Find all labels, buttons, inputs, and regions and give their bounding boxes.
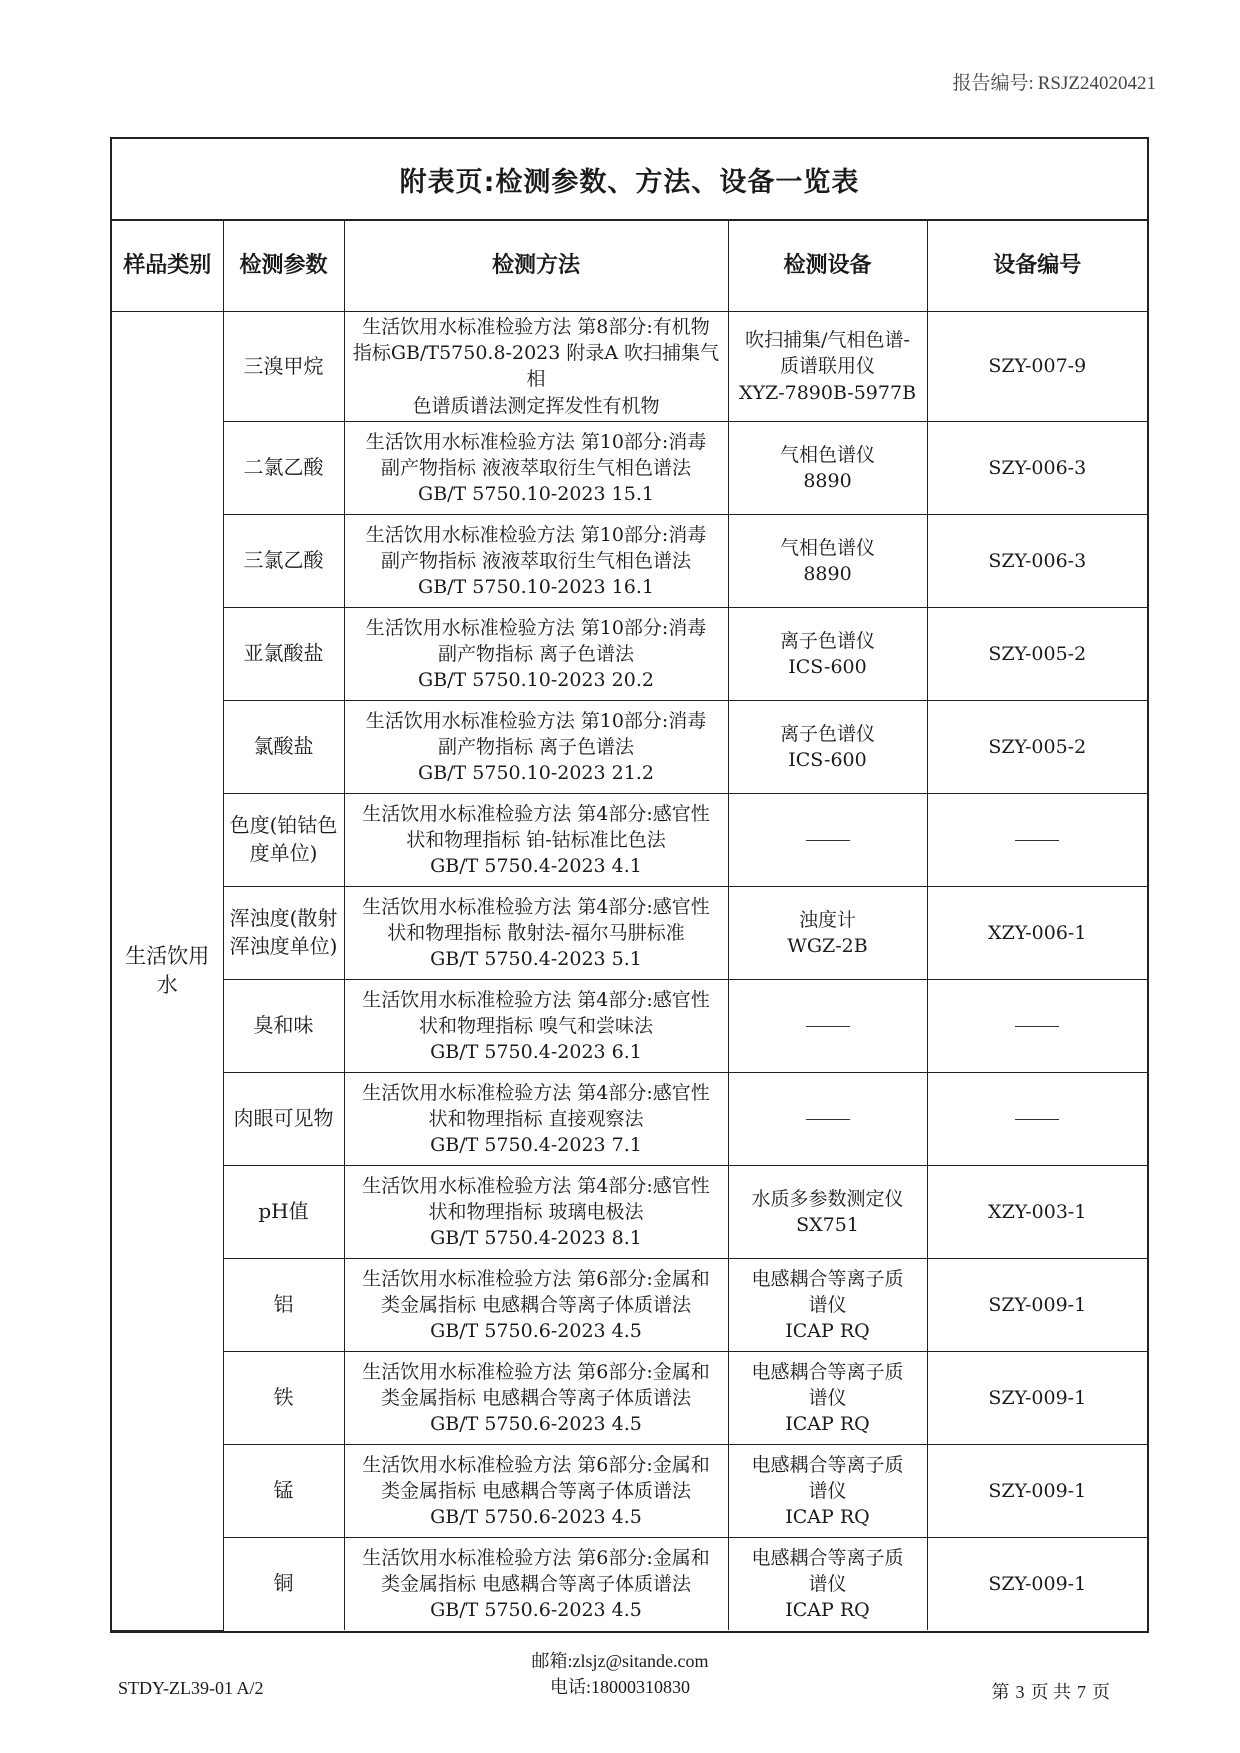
equipment-line: 电感耦合等离子质 [751, 1360, 904, 1383]
table-row [112, 1165, 1147, 1258]
page-prefix: 第 [991, 1682, 1010, 1702]
col-header-device-no: 设备编号 [927, 221, 1147, 312]
method-cell [344, 979, 728, 1072]
equipment-cell [728, 793, 927, 886]
report-number-value: RSJZ24020421 [1037, 73, 1156, 94]
method-line: 生活饮用水标准检验方法 第4部分:感官性 [362, 1174, 710, 1197]
device-no-cell [927, 793, 1147, 886]
method-line: 生活饮用水标准检验方法 第8部分:有机物 [362, 316, 710, 338]
method-line: 生活饮用水标准检验方法 第10部分:消毒 [365, 523, 707, 546]
method-line: 生活饮用水标准检验方法 第6部分:金属和 [362, 1453, 710, 1476]
method-line: GB/T 5750.4-2023 5.1 [430, 947, 642, 970]
page-suffix: 页 [1092, 1682, 1110, 1702]
empty-dash [806, 1119, 850, 1120]
table-row [112, 1351, 1147, 1444]
equipment-line: 电感耦合等离子质 [751, 1546, 904, 1569]
method-line: 生活饮用水标准检验方法 第10部分:消毒 [365, 616, 707, 639]
equipment-line: 质谱联用仪 [779, 355, 875, 378]
equipment-line: ICAP RQ [785, 1319, 870, 1342]
contact-phone: 电话:18000310830 [549, 1677, 690, 1698]
method-line: GB/T 5750.6-2023 4.5 [430, 1599, 642, 1622]
equipment-cell [728, 1444, 927, 1537]
method-cell [344, 1351, 728, 1444]
empty-dash [806, 840, 850, 841]
method-cell [344, 312, 728, 422]
parameter-cell: 氯酸盐 [223, 700, 344, 793]
page-current: 3 [1015, 1682, 1025, 1702]
empty-dash [1015, 1119, 1059, 1120]
method-cell [344, 1444, 728, 1537]
method-cell [344, 793, 728, 886]
parameter-cell: 肉眼可见物 [223, 1072, 344, 1165]
table-row [112, 979, 1147, 1072]
method-line: GB/T 5750.10-2023 15.1 [418, 482, 654, 505]
method-line: 色谱质谱法测定挥发性有机物 [412, 394, 660, 417]
equipment-cell [728, 1537, 927, 1630]
method-line: 类金属指标 电感耦合等离子体质谱法 [380, 1386, 692, 1409]
device-no-cell [927, 1072, 1147, 1165]
table-row [112, 421, 1147, 514]
method-line: GB/T 5750.4-2023 6.1 [430, 1040, 642, 1063]
parameter-cell: 二氯乙酸 [223, 421, 344, 514]
method-line: 生活饮用水标准检验方法 第4部分:感官性 [362, 895, 710, 918]
equipment-line: 谱仪 [808, 1386, 847, 1409]
method-line: 生活饮用水标准检验方法 第4部分:感官性 [362, 988, 710, 1011]
equipment-cell [728, 979, 927, 1072]
device-no-cell [927, 979, 1147, 1072]
equipment-line: 谱仪 [808, 1293, 847, 1316]
equipment-cell [728, 312, 927, 422]
parameter-cell: 亚氯酸盐 [223, 607, 344, 700]
device-no-cell: SZY-005-2 [927, 700, 1147, 793]
method-line: 生活饮用水标准检验方法 第6部分:金属和 [362, 1267, 710, 1290]
table-row [112, 793, 1147, 886]
method-cell [344, 1165, 728, 1258]
equipment-line: 浊度计 [798, 908, 856, 931]
table-row [112, 700, 1147, 793]
table-row [112, 607, 1147, 700]
parameter-cell: pH值 [223, 1165, 344, 1258]
empty-dash [806, 1026, 850, 1027]
table-row [112, 1444, 1147, 1537]
equipment-line: ICS-600 [788, 655, 867, 678]
table-row [112, 312, 1147, 422]
method-cell [344, 1072, 728, 1165]
equipment-line: 水质多参数测定仪 [751, 1187, 904, 1210]
table-row [112, 886, 1147, 979]
equipment-line: ICAP RQ [785, 1505, 870, 1528]
equipment-line: 8890 [803, 469, 852, 492]
method-cell [344, 1258, 728, 1351]
table-row [112, 514, 1147, 607]
table-row [112, 1537, 1147, 1630]
equipment-cell [728, 1351, 927, 1444]
method-cell [344, 700, 728, 793]
method-line: 类金属指标 电感耦合等离子体质谱法 [380, 1293, 692, 1316]
equipment-line: 气相色谱仪 [779, 443, 875, 466]
method-line: GB/T 5750.6-2023 4.5 [430, 1412, 642, 1435]
method-line: 副产物指标 离子色谱法 [437, 735, 635, 758]
parameter-cell: 色度(铂钴色度单位) [223, 793, 344, 886]
equipment-cell [728, 1258, 927, 1351]
method-line: 副产物指标 离子色谱法 [437, 642, 635, 665]
equipment-cell [728, 1165, 927, 1258]
method-line: 生活饮用水标准检验方法 第6部分:金属和 [362, 1546, 710, 1569]
report-number-label: 报告编号: [952, 73, 1034, 94]
method-line: GB/T 5750.4-2023 4.1 [430, 854, 642, 877]
page-total: 7 [1077, 1682, 1086, 1702]
equipment-line: 离子色谱仪 [779, 722, 875, 745]
method-cell [344, 421, 728, 514]
method-line: 副产物指标 液液萃取衍生气相色谱法 [380, 456, 692, 479]
equipment-line: ICAP RQ [785, 1412, 870, 1435]
table-header-row [112, 221, 1147, 312]
method-line: GB/T 5750.10-2023 20.2 [418, 668, 654, 691]
parameter-cell: 三氯乙酸 [223, 514, 344, 607]
parameters-table [112, 221, 1147, 1631]
equipment-cell [728, 421, 927, 514]
equipment-line: WGZ-2B [787, 934, 868, 957]
method-line: GB/T 5750.6-2023 4.5 [430, 1505, 642, 1528]
method-line: 生活饮用水标准检验方法 第10部分:消毒 [365, 709, 707, 732]
equipment-cell [728, 886, 927, 979]
method-line: 状和物理指标 嗅气和尝味法 [418, 1014, 654, 1037]
method-line: GB/T 5750.6-2023 4.5 [430, 1319, 642, 1342]
device-no-cell: SZY-006-3 [927, 514, 1147, 607]
empty-dash [1015, 840, 1059, 841]
device-no-cell: SZY-009-1 [927, 1444, 1147, 1537]
report-number [952, 68, 1156, 95]
equipment-cell [728, 700, 927, 793]
method-line: 生活饮用水标准检验方法 第4部分:感官性 [362, 1081, 710, 1104]
equipment-line: 离子色谱仪 [779, 629, 875, 652]
method-line: 类金属指标 电感耦合等离子体质谱法 [380, 1573, 692, 1596]
method-line: 生活饮用水标准检验方法 第6部分:金属和 [362, 1360, 710, 1383]
parameter-cell: 浑浊度(散射浑浊度单位) [223, 886, 344, 979]
col-header-sample-category: 样品类别 [112, 221, 223, 312]
method-cell [344, 886, 728, 979]
parameter-cell: 铝 [223, 1258, 344, 1351]
method-line: GB/T 5750.10-2023 21.2 [418, 761, 654, 784]
contact-email: 邮箱:zlsjz@sitande.com [531, 1651, 709, 1671]
method-line: 状和物理指标 直接观察法 [428, 1107, 644, 1130]
parameter-cell: 锰 [223, 1444, 344, 1537]
col-header-equipment: 检测设备 [728, 221, 927, 312]
empty-dash [1015, 1026, 1059, 1027]
table-row [112, 1072, 1147, 1165]
equipment-line: 吹扫捕集/气相色谱- [745, 329, 910, 352]
equipment-line: 气相色谱仪 [779, 536, 875, 559]
method-line: GB/T 5750.10-2023 16.1 [418, 575, 654, 598]
device-no-cell: SZY-009-1 [927, 1537, 1147, 1630]
equipment-cell [728, 607, 927, 700]
method-line: 生活饮用水标准检验方法 第10部分:消毒 [365, 430, 707, 453]
col-header-method: 检测方法 [344, 221, 728, 312]
page-indicator [992, 1678, 1111, 1704]
equipment-line: 谱仪 [808, 1573, 847, 1596]
method-line: 状和物理指标 铂-钴标准比色法 [406, 828, 666, 851]
page-mid: 页 共 [1030, 1682, 1071, 1702]
method-line: GB/T 5750.4-2023 8.1 [430, 1226, 642, 1249]
table-row [112, 1258, 1147, 1351]
device-no-cell: SZY-009-1 [927, 1351, 1147, 1444]
method-line: GB/T 5750.4-2023 7.1 [430, 1133, 642, 1156]
equipment-cell [728, 514, 927, 607]
sample-category-cell: 生活饮用水 [112, 312, 223, 1631]
appendix-table-frame [110, 137, 1149, 1633]
method-line: 指标GB/T5750.8-2023 附录A 吹扫捕集气相 [352, 342, 720, 391]
equipment-line: ICAP RQ [785, 1599, 870, 1622]
method-line: 副产物指标 液液萃取衍生气相色谱法 [380, 549, 692, 572]
device-no-cell: XZY-003-1 [927, 1165, 1147, 1258]
equipment-line: 8890 [803, 562, 852, 585]
parameter-cell: 铁 [223, 1351, 344, 1444]
equipment-cell [728, 1072, 927, 1165]
equipment-line: 电感耦合等离子质 [751, 1453, 904, 1476]
method-line: 状和物理指标 散射法-福尔马肼标准 [387, 921, 685, 944]
parameter-cell: 铜 [223, 1537, 344, 1630]
method-cell [344, 607, 728, 700]
method-cell [344, 514, 728, 607]
parameter-cell: 臭和味 [223, 979, 344, 1072]
document-code: STDY-ZL39-01 A/2 [118, 1678, 264, 1698]
equipment-line: 电感耦合等离子质 [751, 1267, 904, 1290]
method-line: 状和物理指标 玻璃电极法 [428, 1200, 644, 1223]
page-title: 附表页:检测参数、方法、设备一览表 [112, 139, 1147, 221]
device-no-cell: XZY-006-1 [927, 886, 1147, 979]
method-line: 类金属指标 电感耦合等离子体质谱法 [380, 1479, 692, 1502]
device-no-cell: SZY-009-1 [927, 1258, 1147, 1351]
device-no-cell: SZY-005-2 [927, 607, 1147, 700]
parameter-cell: 三溴甲烷 [223, 312, 344, 422]
device-no-cell: SZY-007-9 [927, 312, 1147, 422]
equipment-line: XYZ-7890B-5977B [738, 381, 917, 404]
equipment-line: 谱仪 [808, 1479, 847, 1502]
method-line: 生活饮用水标准检验方法 第4部分:感官性 [362, 802, 710, 825]
equipment-line: ICS-600 [788, 748, 867, 771]
method-cell [344, 1537, 728, 1630]
equipment-line: SX751 [796, 1213, 859, 1236]
col-header-parameter: 检测参数 [223, 221, 344, 312]
device-no-cell: SZY-006-3 [927, 421, 1147, 514]
